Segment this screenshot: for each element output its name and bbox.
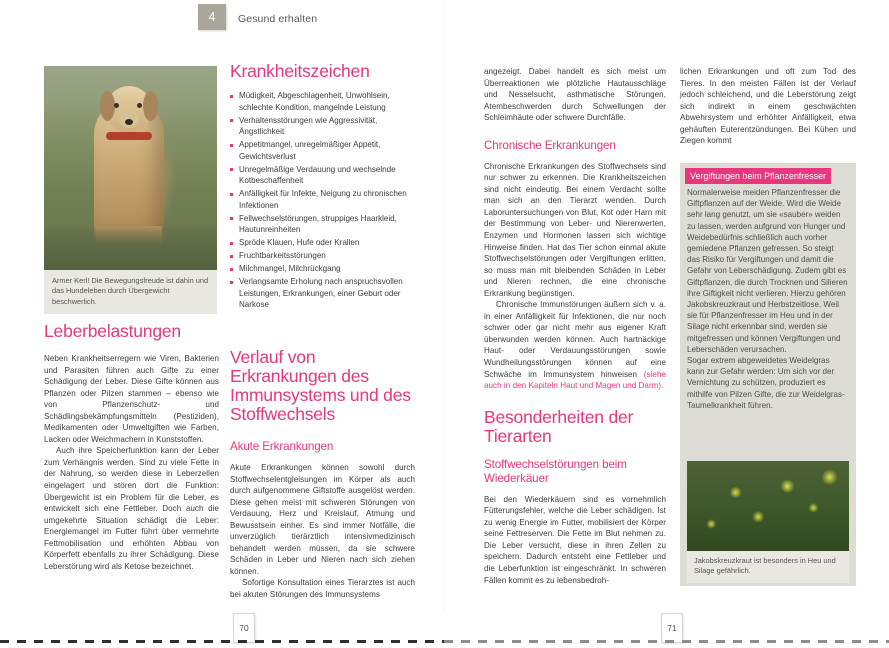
dog-nose-shape — [125, 119, 133, 125]
dog-eye-right-shape — [137, 103, 142, 108]
column2-paragraph-2: Sofortige Konsultation eines Tierarztes ist auch bei akuten Störungen des Immunsystems — [230, 578, 415, 600]
column-two-lower — [230, 348, 415, 601]
chapter-number-badge: 4 — [198, 4, 226, 30]
list-item: Appetitmangel, unregelmäßiger Appetit, Gewichtsverlust — [230, 139, 410, 162]
subheading-akute-erkrankungen: Akute Erkrankungen — [230, 440, 334, 453]
list-item: Spröde Klauen, Hufe oder Krallen — [230, 237, 410, 249]
infobox-body — [680, 184, 856, 411]
column3-paragraph-last: Bei den Wiederkäuern sind es vornehmlich Fütterungsfehler, welche die Leber schädigen. Ist zu wenig Energie im Futter, mobilisiert der Körper seine Fettreserven. Die Fette im Blut nehmen zu. Die Leber versucht, diese in ihren Zellen zu speichern. Dadurch entsteht eine Fettleber und die Leberfunktion ist eingeschränkt. In schweren Fällen kommt es zu lebensbedroh- — [484, 494, 666, 585]
trim-line-left — [0, 640, 444, 643]
dog-collar-shape — [106, 132, 152, 140]
list-item: Müdigkeit, Abgeschlagenheit, Unwohlsein, schlechte Kondition, mangelnde Leistung — [230, 90, 410, 113]
column1-paragraph-2: Auch ihre Speicherfunktion kann der Leber zum Verhängnis werden. Sind zu viele Fette in der Nahrung, so werden diese in Leberzellen eingelagert und stören dort die Funktion: Übergewicht ist ein Problem für die Leber, es entwickelt sich eine Fettleber. Doch auch die umgekehrte Situation schädigt die Leber: Energiemangel im Futter führt über vermehrte Fettmobilisation und erhöhten Abbau von Körperfett ebenfalls zu ihrer Schädigung. Diese Leberstörung wird als Ketose bezeichnet. — [44, 446, 219, 571]
column3-lead-paragraph: angezeigt. Dabei handelt es sich meist um Überreaktionen wie plötzliche Hautausschläge und Nesselsucht, asthmatische Störungen, Atembeschwerden durch Schwellungen der Schleimhäute oder schwere Durchfälle. — [484, 67, 666, 123]
list-item: Fellwechselstörungen, struppiges Haarkleid, Hautunreinheiten — [230, 213, 410, 236]
photo-foreground-grass — [44, 224, 217, 270]
page-number-right: 71 — [661, 613, 684, 643]
column-two — [230, 62, 410, 312]
dog-ear-right-shape — [143, 91, 158, 121]
infobox-paragraph-2: Sogar extrem abgeweidetes Weidelgras kann zur Gefahr werden: Um sich vor der Vernichtung zu schützen, produziert es mithilfe von Pilzen Gifte, die zur Weidelgras-Taumelkrankheit führen. — [687, 356, 845, 410]
ragwort-photo-caption-box — [687, 551, 849, 583]
page-gutter-shadow — [444, 0, 446, 612]
list-item: Milchmangel, Milchrückgang — [230, 263, 410, 275]
list-item: Anfälligkeit für Infekte, Neigung zu chronischen Infektionen — [230, 188, 410, 211]
list-item: Fruchtbarkeitsstörungen — [230, 250, 410, 262]
column3-immune-cross-reference: (siehe auch in den Kapiteln Haut und Magen und Darm). — [484, 369, 666, 391]
list-item: Unregelmäßige Verdauung und wechselnde Kotbeschaffenheit — [230, 164, 410, 187]
heading-krankheitszeichen: Krankheitszeichen — [230, 61, 370, 81]
running-head — [198, 4, 317, 30]
list-item: Verhaltensstörungen wie Aggressivität, Ängstlichkeit — [230, 115, 410, 138]
chapter-title: Gesund erhalten — [238, 13, 318, 25]
dog-eye-left-shape — [114, 103, 119, 108]
heading-verlauf-erkrankungen: Verlauf von Erkrankungen des Immunsystems und des Stoffwechsels — [230, 347, 411, 424]
list-item: Verlangsamte Erholung nach anspruchsvollen Leistungen, Erkrankungen, einer Geburt oder Narkose — [230, 276, 410, 311]
column-one — [44, 322, 219, 572]
infobox-title: Vergiftungen beim Pflanzenfresser — [685, 168, 831, 184]
column4-lead-paragraph: lichen Erkrankungen und oft zum Tod des Tieres. In den meisten Fällen ist der Verlauf jedoch schleichend, und die Leberstörung zeigt sich indirekt in einem geschwächten Abwehrsystem und erhöhter Anfälligkeit, etwa gehäuften Euterentzündungen. Bei Kühen und Ziegen kommt — [680, 67, 856, 146]
column3-paragraph-1: Chronische Erkrankungen des Stoffwechsels sind nur schwer zu erkennen. Die Krankheitszeichen sind nicht eindeutig. Bei einem Verdacht sollte man sich an den Tierarzt wenden. Durch Laboruntersuchungen von Blut, Kot oder Harn mit der Bestimmung von Leber- und Nierenwerten, Enzymen und Hormonen lassen sich wichtige Hinweise finden. Hat das Tier schon einmal akute Stoffwechselstörungen oder Vergiftungen erlitten, so muss man mit bleibenden Schäden in Leber und Nieren rechnen, die eine chronische Erkrankung begünstigen. — [484, 161, 666, 298]
column-three — [484, 66, 666, 586]
heading-leberbelastungen: Leberbelastungen — [44, 321, 181, 341]
infobox-paragraph-1: Normalerweise meiden Pflanzenfresser die Giftpflanzen auf der Weide. Wird die Weide sehr lang genutzt, um sie «sauber» weiden zu lassen, werden aufgrund von Hunger und Weidebedürfnis schließlich auch vorher gemiedene Pflanzen gefressen. So steigt das Risiko für Vergiftungen und damit die Gefahr von Leberschädigung. Zudem gibt es Giftpflanzen, die durch Trocknen und Silieren ihre Giftigkeit nicht verlieren. Hierzu gehören Jakobskreuzkraut und Herbstzeitlose. Weil sie für Pflanzenfresser im Heu und in der Silage nicht erkennbar sind, werden sie mitgefressen und können Vergiftungen und Leberschäden verursachen. — [687, 188, 848, 354]
column1-paragraph-1: Neben Krankheitserregern wie Viren, Bakterien und Parasiten führen auch Gifte zu einer Schädigung der Leber. Diese Gifte können aus Pflanzen oder Pilzen stammen – ebenso wie von Pflanzenschutz- und Schädlingsbekämpfungsmitteln (Pestiziden), Medikamenten oder Umweltgiften wie Farben, Lacken oder Weichmachern in Kunststoffen. — [44, 354, 219, 444]
ragwort-photo — [687, 461, 849, 551]
heading-besonderheiten-tierarten: Besonderheiten der Tierarten — [484, 406, 634, 446]
column3-paragraph-immune — [484, 299, 666, 391]
heading-chronische-erkrankungen: Chronische Erkrankungen — [484, 138, 616, 152]
dog-ear-left-shape — [100, 91, 115, 121]
subheading-stoffwechselstoerungen-wiederkaeuer: Stoffwechselstörungen beim Wiederkäuer — [484, 457, 627, 485]
dog-photo-caption-box — [44, 270, 217, 314]
krankheitszeichen-list — [230, 90, 410, 311]
ragwort-photo-caption-text: Jakobskreuzkraut ist besonders in Heu und Silage gefährlich. — [694, 556, 836, 576]
dog-photo — [44, 66, 217, 270]
page-number-left: 70 — [233, 613, 256, 643]
column2-paragraph-1: Akute Erkrankungen können sowohl durch Stoffwechselentgleisungen im Körper als auch durch aufgenommene Giftstoffe ausgelöst werden. Diese gehen meist mit schweren Störungen von Verdauung, Herz und Kreislauf, Atmung und Bewusstsein einher. Es sind immer Notfälle, die unverzüglich tierärztlich intensivmedizinisch behandelt werden müssen, da sie schwere Schäden in Leber und Nieren nach sich ziehen können. — [230, 463, 415, 576]
trim-line-right — [444, 640, 889, 643]
column3-immune-plain: Chronische Immunstörungen äußern sich v. a. in einer Anfälligkeit für Infektionen, die nur noch schwer oder gar nicht mehr aus eigener Kraft überwunden werden können. Auch hartnäckige Haut- oder Verdauungsstörungen sowie Wundheilungsstörungen können auf eine Schwäche im Immunsystem hinweisen — [484, 300, 666, 379]
column-four — [680, 66, 856, 147]
dog-photo-caption-text: Armer Kerl! Die Bewegungsfreude ist dahin und das Hundeleben durch Übergewicht beschwerlich. — [52, 276, 209, 306]
